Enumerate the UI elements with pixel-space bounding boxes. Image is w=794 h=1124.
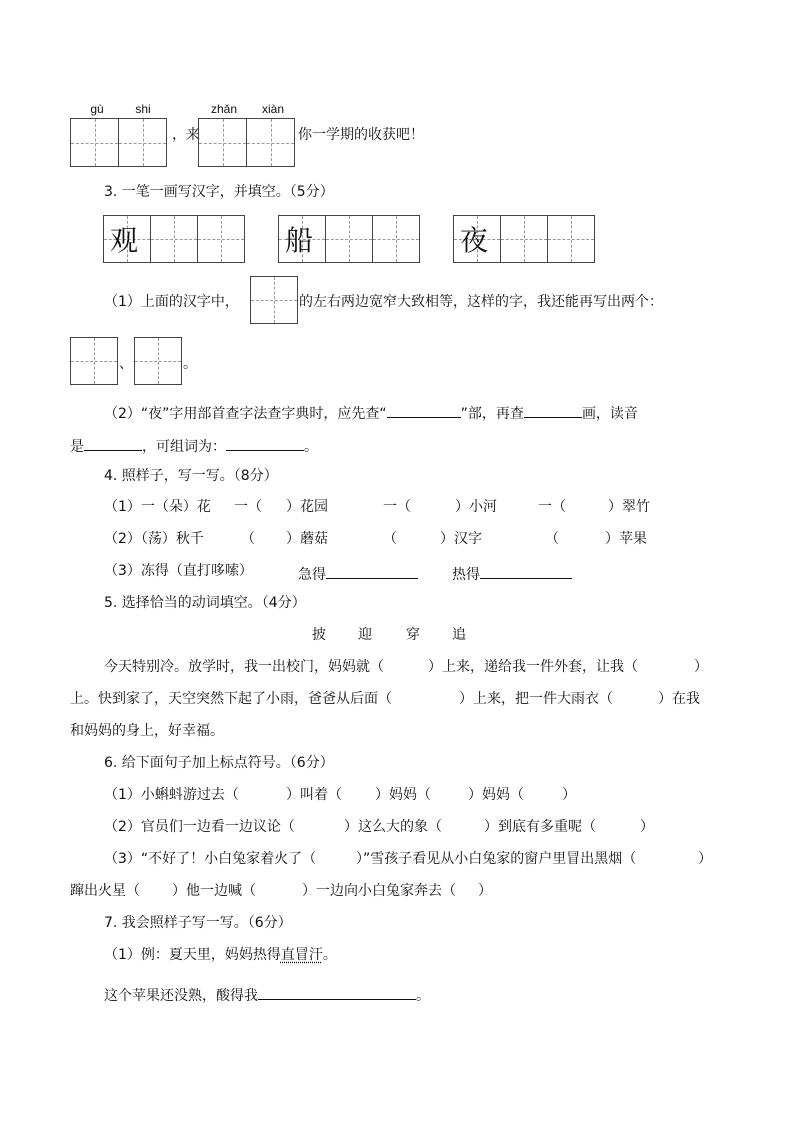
answer-grid-q3-3[interactable] <box>134 337 182 385</box>
blank-suande[interactable] <box>258 985 416 1000</box>
q4-r1-4: ）小河 <box>455 499 497 515</box>
q5-l2-a: 上。快到家了，天空突然下起了小雨，爸爸从后面（ <box>70 691 392 707</box>
char-grid-ye-3[interactable] <box>547 215 595 263</box>
blank-duyin[interactable] <box>84 436 142 451</box>
blank-rede[interactable] <box>480 564 572 579</box>
q6-l4-c: ）一边向小白兔家奔去（ <box>302 883 456 899</box>
q4-r2-5: （ <box>545 531 559 547</box>
q7-line2 <box>104 985 430 1003</box>
q7-l2-a: 这个苹果还没熟，酸得我 <box>104 988 258 1004</box>
q6-l1-c: ）妈妈（ <box>375 787 431 803</box>
q3-p2-e: ，可组词为： <box>142 439 226 455</box>
q6-l1-a: （1）小蝌蚪游过去（ <box>104 787 239 803</box>
q5-word-1: 披 <box>312 627 326 643</box>
answer-grid-q3-1[interactable] <box>250 276 298 324</box>
answer-grid-q3-2[interactable] <box>70 337 118 385</box>
q4-r3-2-wrap <box>452 564 572 582</box>
q3-p2-a: （2）“夜”字用部首查字法查字典时，应先查“ <box>104 406 387 422</box>
q3-p2-line1 <box>104 403 638 421</box>
answer-grid-zhanxian-2[interactable] <box>246 118 295 167</box>
q6-l1-b: ）叫着（ <box>286 787 342 803</box>
q4-r3-1-wrap <box>298 564 418 582</box>
blank-bushou[interactable] <box>387 403 461 418</box>
char-grid-guan-3[interactable] <box>197 215 245 263</box>
model-char-chuan: 船 <box>285 224 314 257</box>
q6-l2-c: ）到底有多重呢（ <box>484 819 596 835</box>
pinyin-gu: gù <box>90 102 104 116</box>
q4-r2-2: ）蘑菇 <box>286 531 328 547</box>
q4-r2-3: （ <box>383 531 397 547</box>
q5-l1-a: 今天特别冷。放学时，我一出校门，妈妈就（ <box>104 659 384 675</box>
char-grid-chuan-3[interactable] <box>372 215 420 263</box>
q5-word-3: 穿 <box>406 627 420 643</box>
q5-l1-c: ） <box>694 659 708 675</box>
q5-l3: 和妈妈的身上，好幸福。 <box>70 723 224 739</box>
q4-r3-0: （3）冻得（直打哆嗦） <box>104 563 253 579</box>
q2-text-end: 你一学期的收获吧！ <box>298 127 424 143</box>
q3-p2-b: ”部，再查 <box>460 406 524 422</box>
q4-r2-4: ）汉字 <box>440 531 482 547</box>
q3-p2-line2 <box>70 436 318 454</box>
q5-word-2: 迎 <box>358 627 372 643</box>
q4-r3-2: 热得 <box>452 567 480 583</box>
q6-title: 6. 给下面句子加上标点符号。（6分） <box>104 755 334 771</box>
q3-title: 3. 一笔一画写汉字，并填空。（5分） <box>104 184 334 200</box>
q3-p2-f: 。 <box>304 439 318 455</box>
q6-l2-b: ）这么大的象（ <box>344 819 442 835</box>
q4-title: 4. 照样子，写一写。（8分） <box>104 468 278 484</box>
pinyin-zhan: zhǎn <box>210 102 238 116</box>
q6-l3-a: （3）“不好了！小白兔家着火了（ <box>104 851 317 867</box>
q6-l1-d: ）妈妈（ <box>468 787 524 803</box>
q5-l2-c: ）在我 <box>658 691 700 707</box>
pinyin-xian: xiàn <box>261 102 284 116</box>
q6-l1-e: ） <box>562 787 576 803</box>
pinyin-shi: shi <box>135 102 151 116</box>
model-char-guan: 观 <box>110 224 139 257</box>
q4-r1-3: 一（ <box>383 499 411 515</box>
q7-ex-a: （1）例：夏天里，妈妈热得 <box>104 947 281 963</box>
blank-bihua[interactable] <box>524 403 582 418</box>
q6-l2-d: ） <box>640 819 654 835</box>
q3-p1-sep: 、 <box>119 356 133 372</box>
q4-r1-6: ）翠竹 <box>608 499 650 515</box>
q6-l3-b: ）”雪孩子看见从小白兔家的窗户里冒出黑烟（ <box>356 851 637 867</box>
q6-l4-b: ）他一边喊（ <box>172 883 256 899</box>
q7-example <box>104 948 337 962</box>
q4-r1-2: ）花园 <box>286 499 328 515</box>
q2-text-mid: ，来 <box>172 127 200 143</box>
char-grid-guan-2[interactable] <box>150 215 198 263</box>
q3-p1-b: 的左右两边宽窄大致相等，这样的字，我还能再写出两个： <box>299 294 663 310</box>
q3-p1-end: 。 <box>183 356 197 372</box>
answer-grid-gushi-1[interactable] <box>70 118 119 167</box>
q4-r1-1: 一（ <box>234 499 262 515</box>
blank-jide[interactable] <box>326 564 418 579</box>
q3-p2-c: 画，读音 <box>581 406 638 422</box>
q6-l4-d: ） <box>478 883 492 899</box>
q5-title: 5. 选择恰当的动词填空。（4分） <box>104 595 306 611</box>
q4-r1-5: 一（ <box>538 499 566 515</box>
q4-r2-6: ）苹果 <box>605 531 647 547</box>
char-grid-chuan-2[interactable] <box>325 215 373 263</box>
q7-l2-b: 。 <box>416 988 430 1004</box>
q6-l4-a: 蹿出火星（ <box>70 883 140 899</box>
q7-ex-emphasis: 直冒汗 <box>280 947 323 963</box>
q4-r1-0: （1）一（朵）花 <box>104 499 211 515</box>
q3-p2-d: 是 <box>70 439 84 455</box>
q5-l1-b: ）上来，递给我一件外套，让我（ <box>428 659 638 675</box>
q3-p1-a: （1）上面的汉字中， <box>104 294 239 310</box>
answer-grid-zhanxian-1[interactable] <box>198 118 247 167</box>
q5-word-4: 追 <box>452 627 466 643</box>
q4-r2-0: （2）（荡）秋千 <box>104 531 204 547</box>
q5-l2-b: ）上来，把一件大雨衣（ <box>459 691 613 707</box>
answer-grid-gushi-2[interactable] <box>118 118 167 167</box>
q6-l2-a: （2）官员们一边看一边议论（ <box>104 819 295 835</box>
blank-zuci[interactable] <box>226 436 304 451</box>
char-grid-ye-2[interactable] <box>500 215 548 263</box>
q7-ex-c: 。 <box>322 947 337 963</box>
q6-l3-c: ） <box>698 851 712 867</box>
q4-r3-1: 急得 <box>298 567 326 583</box>
q4-r2-1: （ <box>241 531 255 547</box>
model-char-ye: 夜 <box>460 224 489 257</box>
q7-title: 7. 我会照样子写一写。（6分） <box>104 915 292 931</box>
